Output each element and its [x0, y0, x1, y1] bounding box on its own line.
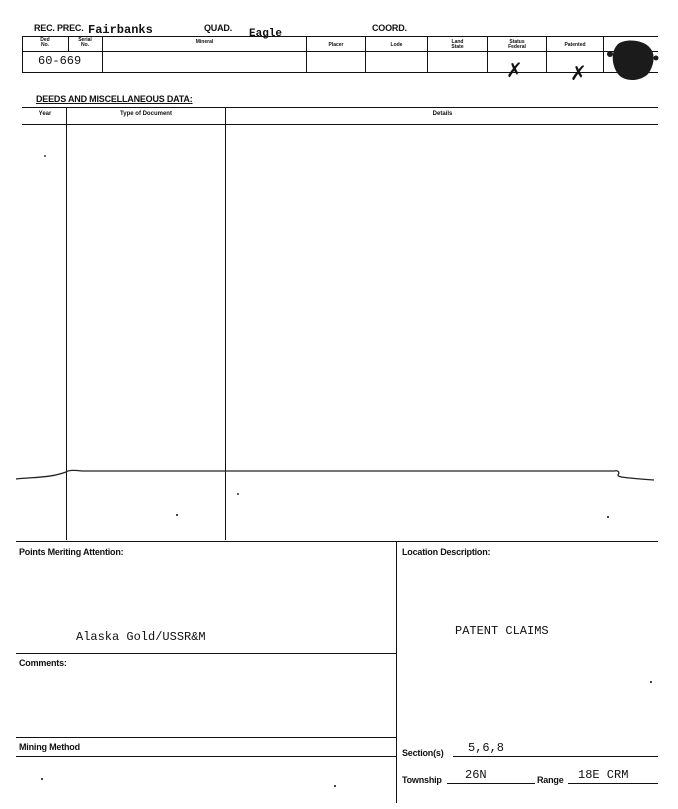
rec-prec-value: Fairbanks	[88, 23, 153, 37]
range-label: Range	[537, 775, 564, 785]
table-col-divider	[365, 36, 366, 72]
col-mineral-header: Mineral	[195, 39, 214, 45]
col-year-header: Year	[38, 111, 52, 117]
table-left-border	[22, 36, 23, 72]
comments-divider	[16, 653, 396, 654]
points-label: Points Meriting Attention:	[19, 547, 124, 557]
bottom-section-top-border	[16, 541, 658, 542]
col-status-federal-header: Status Federal	[508, 39, 526, 50]
redaction-blot	[604, 36, 664, 84]
stray-dot	[650, 681, 652, 683]
location-value: PATENT CLAIMS	[455, 624, 549, 638]
table-header-divider	[22, 51, 658, 52]
ded-no-value: 60-669	[38, 54, 82, 68]
stray-dot	[237, 493, 239, 495]
mining-method-label: Mining Method	[19, 742, 80, 752]
col-serial-no-header: Serial No.	[78, 37, 92, 48]
table-bottom-border	[22, 72, 658, 73]
comments-label: Comments:	[19, 658, 67, 668]
table-top-border	[22, 36, 658, 37]
sections-underline	[453, 756, 658, 757]
township-value: 26N	[465, 768, 487, 782]
stray-dot	[176, 514, 178, 516]
patented-check-icon: ✗	[570, 61, 587, 85]
col-placer-header: Placer	[328, 42, 344, 48]
stray-dot	[41, 778, 43, 780]
stray-dot	[334, 785, 336, 787]
col-land-state-header: Land State	[451, 39, 464, 50]
mining-method-underline	[16, 756, 396, 757]
location-label: Location Description:	[402, 547, 491, 557]
col-details-header: Details	[432, 111, 453, 117]
stray-dot	[607, 516, 609, 518]
sections-label: Section(s)	[402, 748, 444, 758]
col-lode-header: Lode	[390, 42, 403, 48]
range-value: 18E CRM	[578, 768, 629, 782]
rec-prec-label: REC. PREC.	[34, 23, 84, 33]
mining-method-divider	[16, 737, 396, 738]
col-type-header: Type of Document	[120, 111, 172, 117]
deeds-section-title: DEEDS AND MISCELLANEOUS DATA:	[36, 94, 193, 104]
coord-label: COORD.	[372, 23, 407, 33]
township-underline	[447, 783, 535, 784]
bottom-col-divider	[396, 541, 397, 803]
township-label: Township	[402, 775, 442, 785]
points-value: Alaska Gold/USSR&M	[76, 630, 206, 644]
col-patented-header: Patented	[564, 42, 586, 48]
table-col-divider	[306, 36, 307, 72]
quad-value: Eagle	[249, 28, 283, 40]
range-underline	[568, 783, 658, 784]
hand-drawn-line	[14, 462, 664, 490]
deeds-top-border	[22, 107, 658, 108]
table-col-divider	[546, 36, 547, 72]
sections-value: 5,6,8	[468, 741, 505, 755]
status-federal-check-icon: ✗	[506, 58, 523, 82]
col-ded-no-header: Ded No.	[40, 37, 50, 48]
stray-dot	[44, 155, 46, 157]
quad-label: QUAD.	[204, 23, 232, 33]
deeds-header-divider	[22, 124, 658, 125]
